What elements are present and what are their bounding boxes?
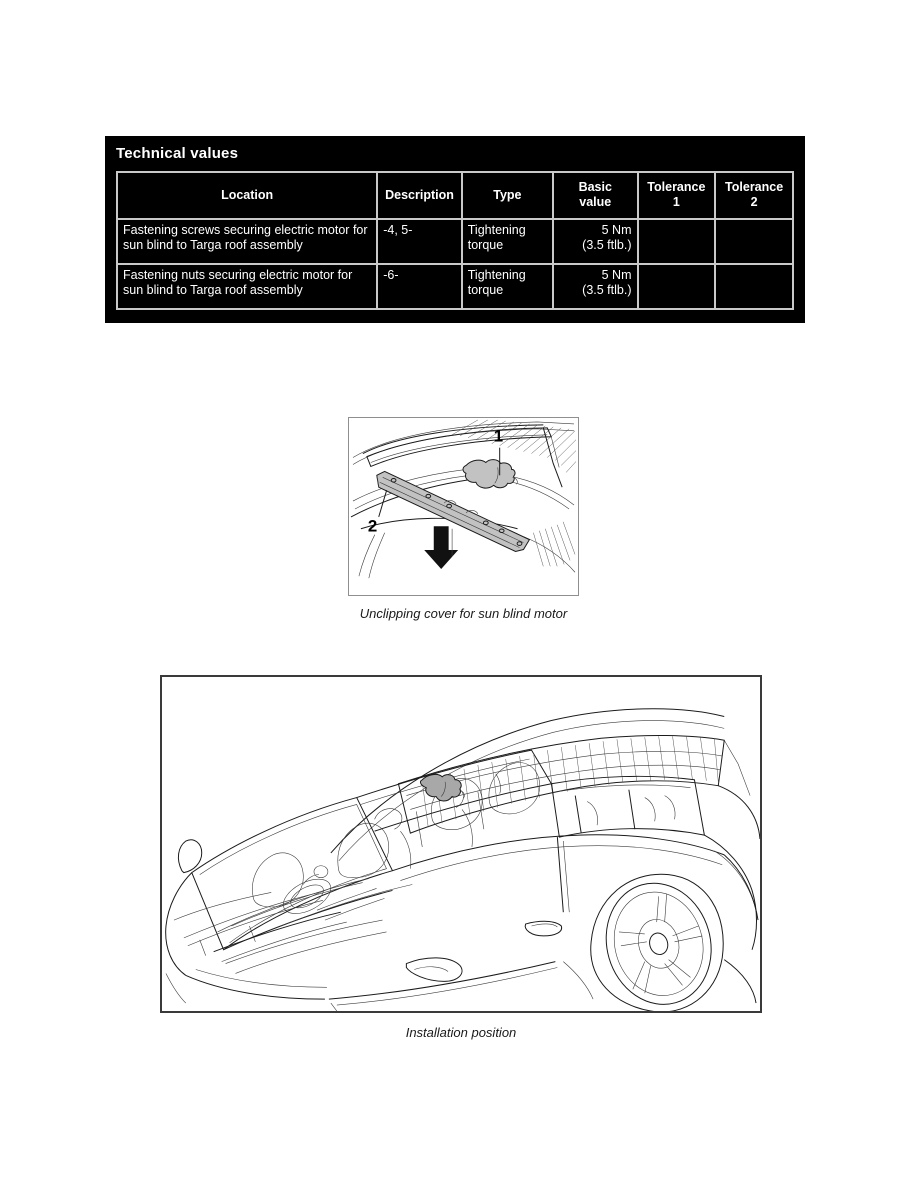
cell-description: -4, 5- xyxy=(377,219,462,264)
cell-tolerance-2 xyxy=(715,219,793,264)
cell-description: -6- xyxy=(377,264,462,309)
vehicle-body-outline xyxy=(166,709,760,1011)
vehicle-interior xyxy=(218,763,540,932)
targa-roof-glass-hatching xyxy=(422,736,718,827)
column-header-type xyxy=(462,172,553,219)
cell-type: Tightening torque xyxy=(462,219,553,264)
table-row xyxy=(117,219,793,264)
cell-basic-value-line2: (3.5 ftlb.) xyxy=(582,282,632,297)
figure-unclipping-cover xyxy=(348,417,579,596)
figure-unclipping-cover-caption: Unclipping cover for sun blind motor xyxy=(359,606,568,621)
targa-roof-outline xyxy=(351,420,576,578)
cell-basic-value xyxy=(553,264,638,309)
figure-unclipping-cover-illustration xyxy=(349,418,578,595)
sun-blind-motor-part xyxy=(463,460,517,488)
cell-tolerance-1 xyxy=(638,264,716,309)
cell-tolerance-1 xyxy=(638,219,716,264)
callout-1-number: 1 xyxy=(493,426,504,446)
wheel-spokes xyxy=(619,894,702,993)
cell-tolerance-2 xyxy=(715,264,793,309)
callout-2-number: 2 xyxy=(367,516,378,536)
column-header-tolerance-1 xyxy=(638,172,716,219)
technical-values-table xyxy=(116,171,794,310)
column-header-tolerance-1-line2: 1 xyxy=(672,195,680,209)
table-row xyxy=(117,264,793,309)
column-header-basic-value-line2: value xyxy=(579,195,612,209)
column-header-basic-value-line1: Basic xyxy=(578,180,612,195)
technical-values-table-wrapper xyxy=(105,171,805,323)
column-header-basic-value xyxy=(553,172,638,219)
cell-basic-value xyxy=(553,219,638,264)
column-header-tolerance-2-line2: 2 xyxy=(750,195,758,209)
column-header-location xyxy=(117,172,377,219)
cell-basic-value-line1: 5 Nm xyxy=(601,268,632,282)
column-header-location-label: Location xyxy=(221,187,274,202)
column-header-tolerance-1-line1: Tolerance xyxy=(647,180,706,195)
cell-location: Fastening nuts securing electric motor for sun blind to Targa roof assembly xyxy=(117,264,377,309)
sun-blind-motor-highlight xyxy=(420,774,464,801)
cell-type: Tightening torque xyxy=(462,264,553,309)
technical-values-panel xyxy=(105,136,805,323)
figure-installation-position-illustration xyxy=(162,677,760,1011)
column-header-description xyxy=(377,172,462,219)
column-header-tolerance-2 xyxy=(715,172,793,219)
table-header-row xyxy=(117,172,793,219)
cell-basic-value-line2: (3.5 ftlb.) xyxy=(582,237,632,252)
direction-arrow-down xyxy=(425,527,457,569)
cell-location: Fastening screws securing electric motor for sun blind to Targa roof assembly xyxy=(117,219,377,264)
column-header-description-label: Description xyxy=(385,187,454,202)
callout-2 xyxy=(368,490,387,536)
column-header-type-label: Type xyxy=(493,187,522,202)
column-header-tolerance-2-line1: Tolerance xyxy=(725,180,784,195)
rear-wheel xyxy=(591,871,726,1011)
technical-values-title: Technical values xyxy=(116,145,239,162)
figure-installation-position xyxy=(160,675,762,1013)
figure-installation-position-caption: Installation position xyxy=(405,1025,517,1040)
cell-basic-value-line1: 5 Nm xyxy=(601,223,632,237)
